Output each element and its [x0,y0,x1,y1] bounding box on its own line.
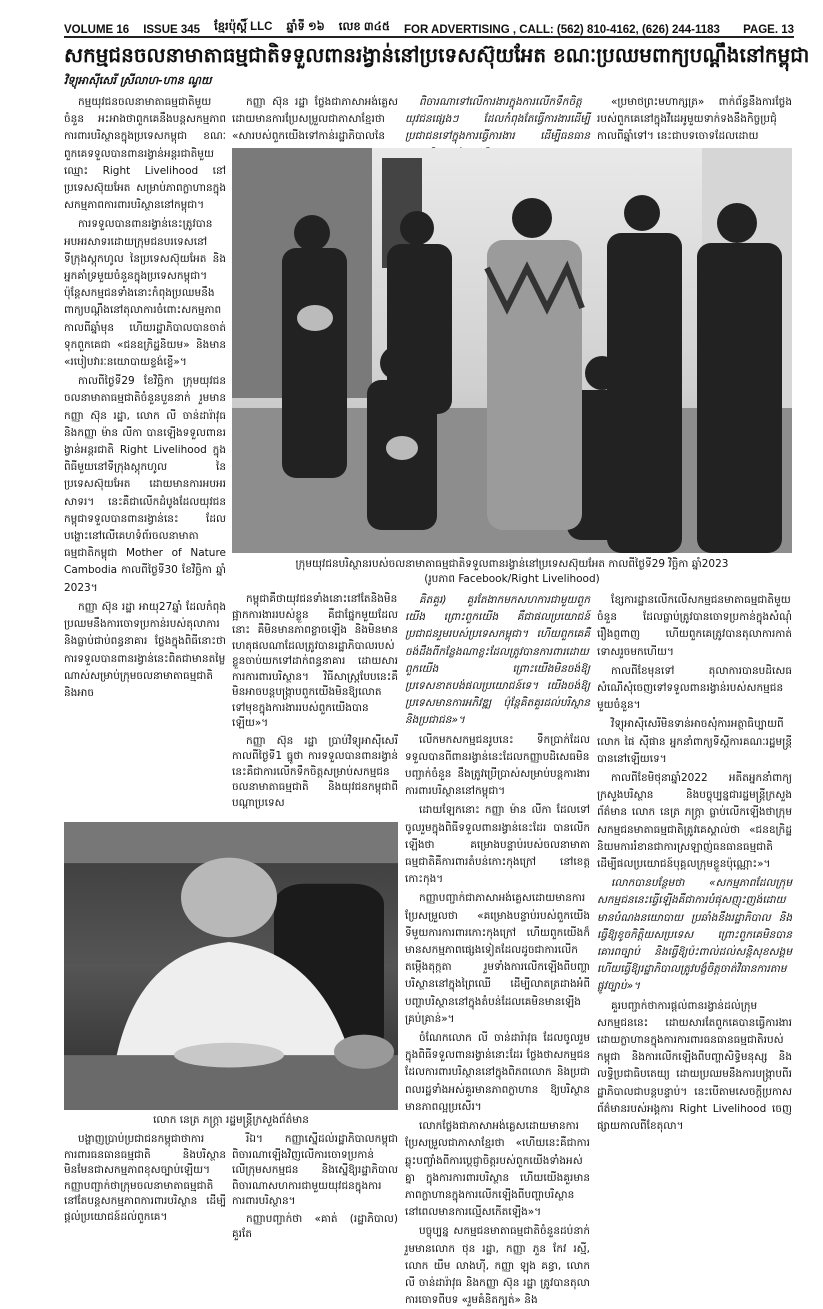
publisher: ខ្មែរប៉ុស្តិ៍ LLC [214,21,273,33]
caption-credit: (រូបភាព Facebook/Right Livelihood) [424,573,600,585]
paragraph: លោកថ្លែងជាភាសាអង់គ្លេសដោយមានការប្រែសម្រួលជាភាសាខ្មែរថា «ហើយនេះគឺជាការឆ្លុះបញ្ចាំងពីការប្ដេជ្ញាចិត្តរបស់ពួកយើងទាំងអស់គ្នា ក្នុងការការពារបរិស្ថាន ហើយយើងគួរមានភាពក្លាហានក្នុងការលើកឡើងពីបញ្ហាបរិស្ថាននៅពេលមានការល្មើសកើតឡើង»។ [405,1120,590,1219]
column-4-top [597,94,792,146]
group-photo-illustration [232,148,792,553]
column-3 [405,592,590,1307]
issue: ISSUE 345 [143,24,201,36]
paragraph: វិទ្យុអាស៊ីសេរីមិនទាន់អាចសុំការអត្ថាធិប្បាយពីលោក ផៃ ស៊ីផាន អ្នកនាំពាក្យទីស្ដីការគណៈរដ្ឋមន្ត្រី បាននៅឡើយទេ។ [597,718,792,765]
column-2 [232,592,398,818]
minister-photo-illustration [64,822,398,1110]
paragraph: ចំណែកលោក លី ចាន់ដារ៉ាវុធ ដែលចូលរួមក្នុងពិធីទទួលពានរង្វាន់នោះដែរ ថ្លែងថាសកម្មជនដែលការពារបរិស្ថាននៅក្នុងពិភពលោក និងប្រជាពលរដ្ឋទាំងអស់គួរមានភាពក្លាហាន ឱ្យបរិស្ថានមានភាពល្អប្រសើរ។ [405,1032,590,1113]
column-1 [64,94,226,734]
paragraph: ការទទួលបានពានរង្វាន់នេះត្រូវបានអបអរសាទរដោយក្រុមជនបរទេសនៅទីក្រុងស្តុកហូល នៃប្រទេសស៊ុយអែត និងអ្នកគាំទ្រមួយចំនួនក្នុងប្រទេសកម្ពុជា។ ប៉ុន្តែសកម្មជនទាំងនោះកំពុងប្រឈមនឹងពាក្យបណ្ដឹងនៅតុលាការចំពោះសកម្មភាព កាលពីឆ្នាំមុន ហើយរដ្ឋាភិបាលបានចាត់ទុកពួកគេជា «ជនឧក្រិដ្ឋនិយម» និងមាន «របៀបវារៈនយោបាយខ្ទង់ខ្ទើ»។ [64,218,226,369]
minister-photo [64,822,398,1110]
paragraph: បច្ចុប្បន្ន សកម្មជនមាតាធម្មជាតិចំនួនដប់នាក់ រួមមានលោក ថុន រដ្ឋា, កញ្ញា ភួន កែវ រស្មី, លោក យឹម លាងហ៊ី, កញ្ញា ឡុង គន្ធា, លោក លី ចាន់ដារ៉ាវុធ និងកញ្ញា ស៊ុន រដ្ឋា ត្រូវបានតុលាការចោទពីបទ «រួមគំនិតក្បត់» និង [405,1225,590,1307]
paragraph: បង្ហាញប្រាប់ប្រជាជនកម្ពុជាថាការការពារធនធានធម្មជាតិ និងបរិស្ថាន មិនមែនជាសកម្មភាពខុសច្បាប់ឡើយ។ កញ្ញាបញ្ជាក់ថាក្រុមចលនាមាតាធម្មជាតិនៅតែបន្តសកម្មភាពការពារបរិស្ថាន ដើម្បីផ្ដល់ប្រយោជន៍ដល់ពួកគេ។ [64,1133,226,1223]
paragraph: «ប្រមាថព្រះមហាក្សត្រ» ពាក់ព័ន្ធនឹងការថ្លែងរបស់ពួកគេនៅក្នុងវីដេអូមួយទាក់ទងនឹងកិច្ចប្រជុំកាលពីឆ្នាំទៅ។ នេះជាបទចោទដែលដោយ [597,96,792,143]
paragraph: លើកមកសកម្មជនរូបនេះ ទឹកប្រាក់ដែលទទួលបានពីពានរង្វាន់នេះដែលកញ្ញាបដិសេធមិនបញ្ជាក់ចំនួន នឹងត្រូវប្រើប្រាស់សម្រាប់បន្តការងារការពារបរិស្ថាននៅកម្ពុជា។ [405,733,590,798]
paragraph: កាលពីខែមិថុនាឆ្នាំ2022 អតីតអ្នកនាំពាក្យក្រសួងបរិស្ថាន និងបច្ចុប្បន្នជារដ្ឋមន្ត្រីក្រសួងព័ត៌មាន លោក នេត្រ ភក្ត្រា ធ្លាប់លើកឡើងថាក្រុមសកម្មជនមាតាធម្មជាតិត្រូវគេស្គាល់ថា «ជនឧក្រិដ្ឋនិយមការរំខានជាការស្រឡាញ់ធនធានធម្មជាតិ ដើម្បីផលប្រយោជន៍បុគ្គលក្រុមខ្លួនប៉ុណ្ណោះ»។ [597,772,792,871]
column-3-top [405,94,590,146]
paragraph: កញ្ញាបញ្ជាក់ជាភាសាអង់គ្លេសដោយមានការប្រែសម្រួលថា «គម្រោងបន្ទាប់របស់ពួកយើង ទីមួយការការពារកោះកុងក្រៅ ហើយពួកយើងក៏មានសកម្មភាពផ្សេងទៀតដែលដូចជាការលើកតម្កើងតុក្កតា រួមទាំងការលើកឡើងពីបញ្ហាបរិស្ថាននៅក្នុងព្រៃឈើ ដើម្បីលាតត្រដាងអំពីបញ្ហាបរិស្ថាននៅក្នុងតំបន់ដែលគេមិនមានឡើងគ្រប់គ្រាន់»។ [405,892,590,1025]
page-number: PAGE. 13 [743,24,794,36]
caption-text: ក្រុមយុវជនបរិស្ថានរបស់ចលនាមាតាធម្មជាតិទទួលពានរង្វាន់នៅប្រទេសស៊ុយអែត កាលពីថ្ងៃទី29 វិច្ឆិកា ឆ្នាំ2023 [295,558,729,570]
photo-caption-2: លោក នេត្រ ភក្ត្រា រដ្ឋមន្ត្រីក្រសួងព័ត៌មាន [153,1114,309,1126]
paragraph: កម្មយុវជនចលនាមាតាធម្មជាតិមួយចំនួន អះអាងថាពួកគេនឹងបន្តសកម្មភាពការពារបរិស្ថានក្នុងប្រទេសកម្ពុជា ខណៈពួកគេទទួលបានពានរង្វាន់អន្តរជាតិមួយឈ្មោះ Right Livelihood នៅប្រទេសស៊ុយអែត សម្រាប់ភាពក្លាហានក្នុងសកម្មភាពការពារបរិស្ថាននៅកម្ពុជា។ [64,96,226,212]
group-photo [232,148,792,553]
paragraph: រីឯ។ កញ្ញាស្នើដល់រដ្ឋាភិបាលកម្ពុជាពិចារណាឡើងវិញលើការចោទប្រកាន់លើក្រុមសកម្មជន និងស្នើឱ្យរដ្ឋាភិបាលពិចារណាសហការជាមួយយុវជនក្នុងការការពារបរិស្ថាន។ [232,1133,398,1207]
khmer-issue: លេខ ៣៤៥ [338,21,391,33]
paragraph: កញ្ញា ស៊ុន រដ្ឋា ថ្លែងជាភាសាអង់គ្លេស ដោយមានការប្រែសម្រួលជាភាសាខ្មែរថា «សារបស់ពួកយើងទៅកាន់រដ្ឋាភិបាលនៃ [232,96,398,143]
column-1-bottom [64,1132,226,1264]
paragraph: ដោយឡែកនោះ កញ្ញា ម៉ាន លីកា ដែលទៅចូលរួមក្នុងពិធីទទួលពានរង្វាន់នេះដែរ បានលើកឡើងថា គម្រោងបន្ទាប់របស់ចលនាមាតាធម្មជាតិគឺការពារតំបន់កោះកុងក្រៅ នៅខេត្តកោះកុង។ [405,804,590,886]
column-2-top [232,94,398,146]
paragraph: គួរបញ្ជាក់ថាការផ្ដល់ពានរង្វាន់ដល់ក្រុមសកម្មជននេះ ដោយសារតែពួកគេបានធ្វើការងារដោយក្លាហានក្នុងការការពារធនធានធម្មជាតិរបស់កម្ពុជា និងការលើកឡើងពីបញ្ហាសិទ្ធិមនុស្ស និងលទ្ធិប្រជាធិបតេយ្យ ដោយប្រឈមនឹងការបង្ក្រាបពីរដ្ឋាភិបាលជាបន្តបន្ទាប់។ នេះបើតាមសេចក្ដីប្រកាសព័ត៌មានរបស់អង្គការ Right Livelihood ចេញផ្សាយកាលពីខែតុលា។ [597,999,792,1133]
paragraph: កញ្ញា ស៊ុន រដ្ឋា ប្រាប់វិទ្យុអាស៊ីសេរីកាលពីថ្ងៃទី1 ធ្នូថា ការទទួលបានពានរង្វាន់នេះគឺជាការលើកទឹកចិត្តសម្រាប់សកម្មជនចលនាមាតាធម្មជាតិ និងយុវជនកម្ពុជាពីបណ្ដាប្រទេស [232,734,398,809]
paragraph: កញ្ញាបញ្ជាក់ថា «គាត់ (រដ្ឋាភិបាល) គួរតែ [232,1212,398,1240]
paragraph: កញ្ញា ស៊ុន រដ្ឋា អាយុ27ឆ្នាំ ដែលកំពុងប្រឈមនឹងការចោទប្រកាន់របស់តុលាការ និងធ្លាប់ជាប់ពន្ធនាគារ ថ្លែងក្នុងពិធីនោះថាការទទួលបានពានរង្វាន់នេះពិតជាមានតម្លៃណាស់សម្រាប់ក្រុមចលនាមាតាធម្មជាតិ និងអាច [64,600,226,699]
page-header [64,18,794,38]
headline: សកម្មជនចលនាមាតាធម្មជាតិទទួលពានរង្វាន់នៅប្រទេសស៊ុយអែត ខណៈប្រឈមពាក្យបណ្ដឹងនៅកម្ពុជា [64,43,810,67]
paragraph: លោកបានបន្ថែមថា «សកម្មភាពដែលក្រុមសកម្មជននេះធ្វើឡើងគឺជាការបំផុសញុះញង់ដោយមានបំណងនយោបាយ ប្រឆាំងនឹងរដ្ឋាភិបាល និងធ្វើឱ្យខូចកិត្តិយសប្រទេស ព្រោះពួកគេមិនបានគោរពច្បាប់ និងធ្វើឱ្យប៉ះពាល់ដល់សន្តិសុខសង្គម ហើយធ្វើឱ្យរដ្ឋាភិបាលត្រូវបង្ខំចិត្តចាត់វិធានការតាមផ្លូវច្បាប់»។ [597,877,792,993]
byline: វិទ្យុអាស៊ីសេរី ស្រីលាហ-ហាន ណូយ [64,74,212,87]
paragraph: គិតគួរ) គួរតែងាកមកសហការជាមួយពួកយើង ព្រោះពួកយើង គឺជាផលប្រយោជន៍ប្រជាជនរួមរបស់ប្រទេសកម្ពុជា។ ហើយពួកគេគឺចង់ដឹងពីកន្លែងណាខ្លះដែលត្រូវបានការពារដោយពួកយើង ព្រោះយើងមិនចង់ឱ្យប្រទេសខាតបង់ផលប្រយោជន៍ទេ។ យើងចង់ឱ្យប្រទេសមានការអភិវឌ្ឍ ប៉ុន្តែគិតគួរដល់បរិស្ថាន និងប្រជាជន»។ [405,594,590,727]
khmer-year: ឆ្នាំទី ១៦ [286,21,325,33]
paragraph: កាលពីខែមុនទៅ តុលាការបានបដិសេធសំណើសុំចេញទៅទទួលពានរង្វាន់របស់សកម្មជនមួយចំនួន។ [597,664,792,712]
photo-caption [232,557,792,587]
column-2-bottom [232,1132,398,1264]
paragraph: កម្ពុជាគឺថាយុវជនទាំងនោះនៅតែនិងមិនផ្អាកការងាររបស់ខ្លួន គឺជាផ្នែកមួយដែលនោះ គឺមិនមានភាពខ្លាចឡើង និងមិនមានហេតុផលណាដែលត្រូវបានរដ្ឋាភិបាលរបស់ខ្លួនចាប់យកទៅដាក់ពន្ធនាគារ ដោយសារការការពារបរិស្ថាន។ វិធីសាស្ត្របែបនេះគឺមិនអាចបន្តបង្ក្រាបពួកយើងមិនឱ្យលោតទៅមុខក្នុងការងាររបស់ពួកយើងបានឡើយ»។ [232,593,398,729]
paragraph: ខ្សែការដ្ឋានលើកលើសកម្មជនមាតាធម្មជាតិមួយចំនួន ដែលធ្លាប់ត្រូវបានចោទប្រកាន់ក្នុងសំណុំរឿងព្ញពាញ ហើយពួកគេត្រូវបានតុលាការកាត់ទោសរួចមកហើយ។ [597,594,792,658]
advertising-contact: FOR ADVERTISING , CALL: (562) 810-4162, (626) 244-1183 [404,24,720,36]
column-4 [597,592,792,1254]
paragraph: កាលពីថ្ងៃទី29 ខែវិច្ឆិកា ក្រុមយុវជនចលនាមាតាធម្មជាតិចំនួនបួននាក់ រួមមានកញ្ញា ស៊ុន រដ្ឋា, លោក លី ចាន់ដារ៉ាវុធ និងកញ្ញា ម៉ាន លីកា បានឡើងទទួលពានរង្វាន់អន្តរជាតិ Right Livelihood ក្នុងពិធីមួយនៅទីក្រុងស្តុកហូល នៃប្រទេសស៊ុយអែត ដោយមានការអបអរសាទរ។ នេះគឺជាលើកដំបូងដែលយុវជនកម្ពុជាទទួលបានពានរង្វាន់នេះ ដែលបង្ហោះនៅលើគេហទំព័រចលនាមាតាធម្មជាតិកម្ពុជា Mother of Nature Cambodia កាលពីថ្ងៃទី30 ខែវិច្ឆិកា ឆ្នាំ 2023។ [64,375,226,594]
paragraph: ពិចារណាទៅលើការងារក្នុងការលើកទឹកចិត្តយុវជនផ្សេងៗ ដែលកំពុងតែធ្វើការងារដើម្បីប្រជាជនទៅក្នុងការធ្វើការងារ ដើម្បីធនធាន [405,96,590,143]
volume: VOLUME 16 [64,24,130,36]
